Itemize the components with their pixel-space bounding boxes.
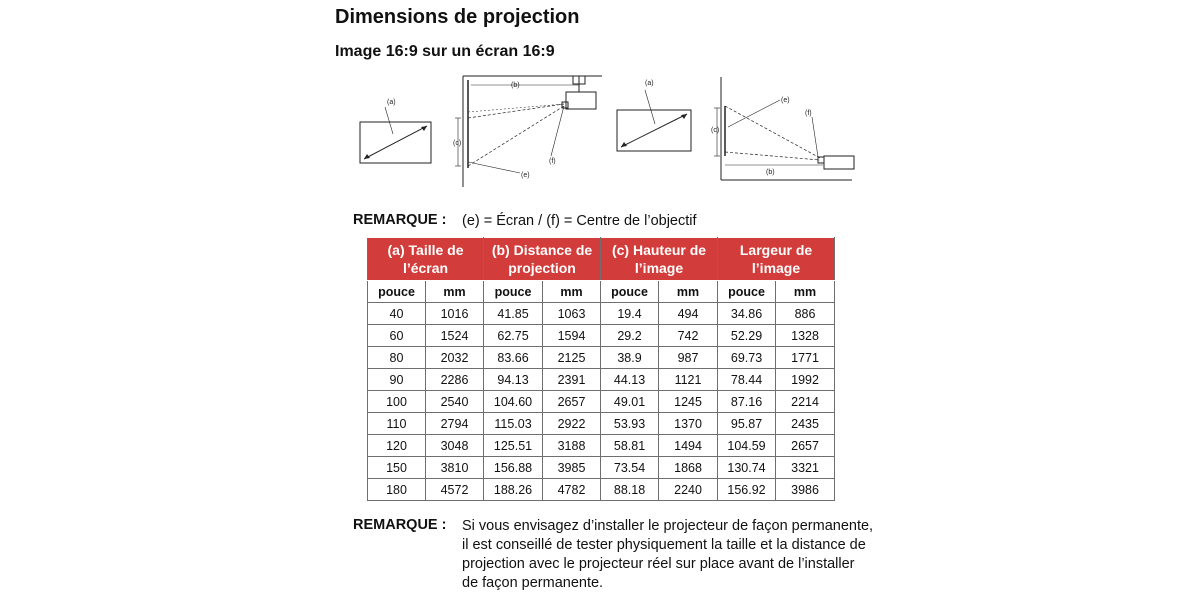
table-cell: 40 [368,303,426,325]
table-cell: 2435 [776,413,835,435]
note-text: (e) = Écran / (f) = Centre de l’objectif [462,213,697,229]
note-line: projection avec le projecteur réel sur place avant de l’installer [462,556,855,572]
table-group-header-row [368,238,835,281]
table-cell: 73.54 [601,457,659,479]
table-cell: 3048 [426,435,484,457]
unit-header: pouce [484,281,543,303]
table-unit-header-row [368,281,835,303]
table-cell: 3986 [776,479,835,501]
note-line: Si vous envisagez d’installer le projecteur de façon permanente, [462,518,874,534]
table-cell: 180 [368,479,426,501]
table-cell: 2794 [426,413,484,435]
table-cell: 1121 [659,369,718,391]
label-b-ceiling: (b) [511,82,520,89]
table-cell: 2032 [426,347,484,369]
table-cell: 104.59 [718,435,776,457]
table-cell: 29.2 [601,325,659,347]
table-cell: 2286 [426,369,484,391]
diagonal-a-floor [621,114,687,147]
table-cell: 150 [368,457,426,479]
table-cell: 90 [368,369,426,391]
table-cell: 78.44 [718,369,776,391]
table-cell: 100 [368,391,426,413]
table-cell: 3188 [543,435,601,457]
table-cell: 83.66 [484,347,543,369]
header-projection-distance: (b) Distance de projection [484,238,601,281]
leader-e-ceiling [468,162,520,173]
unit-header: pouce [718,281,776,303]
projection-diagram [355,72,860,187]
table-cell: 53.93 [601,413,659,435]
label-c-ceiling: (c) [453,140,462,147]
table-cell: 2922 [543,413,601,435]
note-line: il est conseillé de tester physiquement la taille et la distance de [462,537,866,553]
label-f-ceiling: (f) [549,158,556,165]
leader-a-floor [645,90,655,124]
table-cell: 49.01 [601,391,659,413]
table-row [368,413,835,435]
table-cell: 1524 [426,325,484,347]
projector-ceiling [566,92,596,109]
unit-header: mm [426,281,484,303]
note-text [462,517,873,593]
unit-header: pouce [601,281,659,303]
table-cell: 104.60 [484,391,543,413]
unit-header: mm [776,281,835,303]
table-cell: 2240 [659,479,718,501]
label-e-floor: (e) [781,97,790,104]
table-cell: 3985 [543,457,601,479]
table-cell: 2214 [776,391,835,413]
table-cell: 80 [368,347,426,369]
table-cell: 44.13 [601,369,659,391]
table-cell: 987 [659,347,718,369]
table-cell: 19.4 [601,303,659,325]
note-label: REMARQUE : [353,517,447,533]
table-cell: 1771 [776,347,835,369]
table-cell: 1245 [659,391,718,413]
label-f-floor: (f) [805,110,812,117]
label-a-ceiling: (a) [387,99,396,106]
table-cell: 95.87 [718,413,776,435]
table-cell: 2657 [776,435,835,457]
leader-f-ceiling [551,106,564,156]
label-c-floor: (c) [711,127,720,134]
table-cell: 88.18 [601,479,659,501]
table-row [368,369,835,391]
leader-e-floor [728,100,780,127]
table-cell: 62.75 [484,325,543,347]
table-row [368,303,835,325]
table-cell: 742 [659,325,718,347]
unit-header: pouce [368,281,426,303]
table-cell: 125.51 [484,435,543,457]
table-cell: 886 [776,303,835,325]
table-cell: 2391 [543,369,601,391]
header-screen-size: (a) Taille de l’écran [368,238,484,281]
table-cell: 60 [368,325,426,347]
table-row [368,435,835,457]
label-e-ceiling: (e) [521,172,530,179]
table-cell: 2540 [426,391,484,413]
projector-floor [824,156,854,169]
unit-header: mm [543,281,601,303]
table-cell: 120 [368,435,426,457]
table-cell: 3321 [776,457,835,479]
table-body [368,303,835,501]
table-cell: 2657 [543,391,601,413]
table-cell: 1494 [659,435,718,457]
table-row [368,325,835,347]
table-row [368,347,835,369]
table-row [368,457,835,479]
table-cell: 38.9 [601,347,659,369]
table-cell: 87.16 [718,391,776,413]
label-a-floor: (a) [645,80,654,87]
table-cell: 1016 [426,303,484,325]
header-image-width: Largeur de l’image [718,238,835,281]
table-cell: 1370 [659,413,718,435]
table-cell: 115.03 [484,413,543,435]
table-cell: 4572 [426,479,484,501]
diagonal-a-ceiling [364,126,427,159]
table-cell: 156.92 [718,479,776,501]
header-image-height: (c) Hauteur de l’image [601,238,718,281]
page-title: Dimensions de projection [335,6,580,28]
table-cell: 156.88 [484,457,543,479]
table-cell: 41.85 [484,303,543,325]
note-line: de façon permanente. [462,575,604,591]
table-cell: 52.29 [718,325,776,347]
table-cell: 1594 [543,325,601,347]
table-cell: 110 [368,413,426,435]
table-row [368,479,835,501]
table-cell: 494 [659,303,718,325]
table-row [368,391,835,413]
leader-a-ceiling [385,107,393,134]
table-cell: 130.74 [718,457,776,479]
projection-dimensions-table [367,237,835,501]
table-cell: 58.81 [601,435,659,457]
note-label: REMARQUE : [353,212,447,228]
leader-f-floor [812,117,818,157]
table-cell: 34.86 [718,303,776,325]
table-cell: 69.73 [718,347,776,369]
table-cell: 1328 [776,325,835,347]
table-cell: 1063 [543,303,601,325]
unit-header: mm [659,281,718,303]
label-b-floor: (b) [766,169,775,176]
table-cell: 2125 [543,347,601,369]
table-cell: 94.13 [484,369,543,391]
table-cell: 188.26 [484,479,543,501]
table-cell: 4782 [543,479,601,501]
table-cell: 3810 [426,457,484,479]
section-subtitle: Image 16:9 sur un écran 16:9 [335,43,555,60]
table-cell: 1868 [659,457,718,479]
table-cell: 1992 [776,369,835,391]
